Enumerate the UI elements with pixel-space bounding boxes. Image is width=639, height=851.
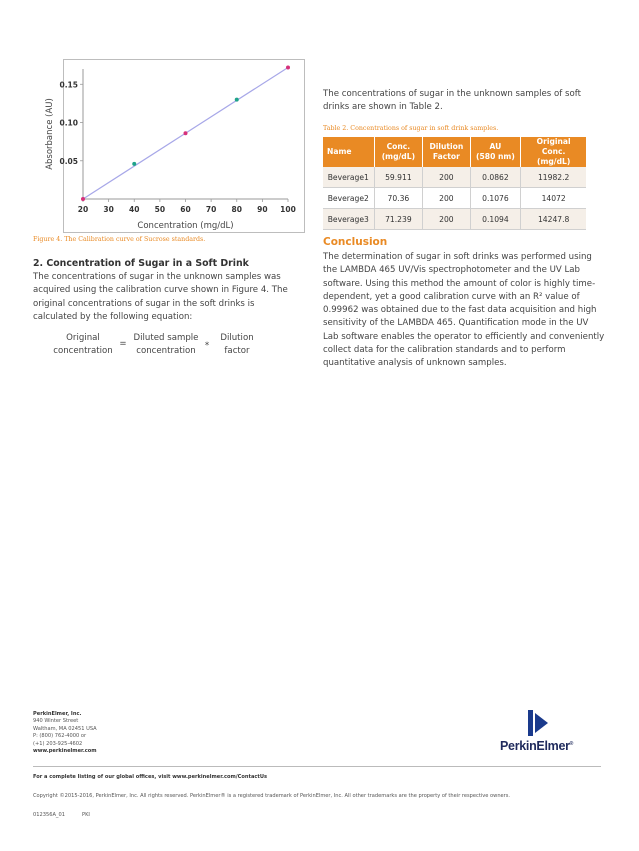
x-tick-label: 80 (231, 205, 242, 214)
header-conc: Conc. (mg/dL) (374, 137, 423, 167)
conclusion-heading: Conclusion (323, 236, 388, 248)
x-tick-label: 100 (280, 205, 296, 214)
x-tick-label: 90 (257, 205, 268, 214)
header-dilution: Dilution Factor (423, 137, 470, 167)
section-paragraph: The concentrations of sugar in the unknown samples was acquired using the calibration curve shown in Figure 4. The original concentrations of sugar in the soft drinks is calculated by the following equation: (33, 272, 288, 322)
doc-id: 012356A_01 (33, 812, 65, 818)
logo-text: PerkinElmer (500, 739, 570, 753)
address-line2: Waltham, MA 02451 USA (33, 725, 97, 732)
x-tick-label: 20 (77, 205, 89, 214)
table-header-row (323, 137, 586, 167)
logo-mark-icon (524, 710, 554, 738)
cell-conc: 70.36 (374, 188, 423, 209)
equation-original-concentration (48, 332, 118, 358)
header-au: AU (580 nm) (470, 137, 521, 167)
eq-right-line2: factor (224, 346, 250, 356)
x-tick-label: 70 (205, 205, 217, 214)
calibration-chart (33, 59, 308, 239)
y-tick-label: 0.15 (59, 80, 78, 90)
phone-line2: (+1) 203-925-4602 (33, 740, 83, 747)
cell-name: Beverage2 (323, 188, 374, 209)
eq-mid-line2: concentration (136, 346, 196, 356)
cell-original-conc: 11982.2 (521, 167, 586, 188)
table-intro: The concentrations of sugar in the unknown samples of soft drinks are shown in Table 2. (323, 89, 581, 113)
cell-au: 0.1076 (470, 188, 521, 209)
cell-name: Beverage3 (323, 209, 374, 230)
cell-conc: 71.239 (374, 209, 423, 230)
table-row (323, 188, 586, 209)
cell-original-conc: 14072 (521, 188, 586, 209)
x-tick-label: 40 (129, 205, 140, 214)
section-heading: 2. Concentration of Sugar in a Soft Drink (33, 258, 249, 269)
cell-dilution: 200 (423, 188, 470, 209)
cell-dilution: 200 (423, 209, 470, 230)
perkinelmer-logo (500, 710, 610, 760)
offices-note: For a complete listing of our global offices, visit www.perkinelmer.com/ContactUs (33, 774, 268, 780)
data-point (235, 98, 239, 102)
pki-code: PKI (82, 812, 90, 818)
copyright-text: Copyright ©2015-2016, PerkinElmer, Inc. All rights reserved. PerkinElmer® is a registered trademark of PerkinElmer, Inc. All other trademarks are the property of their respective owners. (33, 793, 511, 799)
cell-original-conc: 14247.8 (521, 209, 586, 230)
y-axis-label: Absorbance (AU) (45, 98, 55, 170)
data-point (132, 162, 136, 166)
x-tick-label: 50 (154, 205, 166, 214)
website-link[interactable]: www.perkinelmer.com (33, 748, 97, 755)
eq-equals: = (119, 339, 127, 349)
footer-divider (33, 766, 601, 767)
y-tick-label: 0.10 (59, 118, 78, 128)
header-original-conc: Original Conc. (mg/dL) (521, 137, 586, 167)
cell-dilution: 200 (423, 167, 470, 188)
header-name: Name (323, 137, 374, 167)
cell-au: 0.1094 (470, 209, 521, 230)
eq-left-line2: concentration (53, 346, 113, 356)
cell-au: 0.0862 (470, 167, 521, 188)
conclusion-paragraph: The determination of sugar in soft drinks was performed using the LAMBDA 465 UV/Vis spectrophotometer and the UV Lab software. Using this method the amount of color is highly time-dependent, yet a good calibration curve with an R² value of 0.99962 was obtained due to the fast data acquisition and high sensitivity of the LAMBDA 465. Quantification mode in the UV Lab software enables the operator to efficiently and conveniently collect data for the calibration standards and to perform quantitative analysis of unknown samples. (323, 252, 605, 369)
x-tick-label: 60 (180, 205, 191, 214)
cell-name: Beverage1 (323, 167, 374, 188)
equation-diluted-sample (128, 332, 204, 358)
data-point (184, 131, 188, 135)
y-tick-label: 0.05 (59, 156, 78, 166)
logo-registered: ® (569, 740, 574, 747)
equation-dilution-factor (212, 332, 262, 358)
table-row (323, 167, 586, 188)
x-tick-label: 30 (103, 205, 114, 214)
eq-left-line1: Original (66, 333, 100, 343)
figure-caption: Figure 4. The Calibration curve of Sucrose standards. (33, 236, 206, 243)
cell-conc: 59.911 (374, 167, 423, 188)
table-caption: Table 2. Concentrations of sugar in soft drink samples. (323, 125, 499, 132)
eq-right-line1: Dilution (220, 333, 254, 343)
phone-line1: P: (800) 762-4000 or (33, 733, 87, 740)
company-address-block (33, 711, 183, 755)
data-point (81, 197, 85, 201)
eq-times: * (204, 341, 210, 351)
data-point (286, 65, 290, 69)
x-axis-label: Concentration (mg/dL) (137, 221, 234, 231)
eq-mid-line1: Diluted sample (133, 333, 199, 343)
company-name: PerkinElmer, Inc. (33, 711, 82, 717)
address-line1: 940 Winter Street (33, 718, 79, 725)
concentration-table (323, 137, 586, 230)
table-row (323, 209, 586, 230)
